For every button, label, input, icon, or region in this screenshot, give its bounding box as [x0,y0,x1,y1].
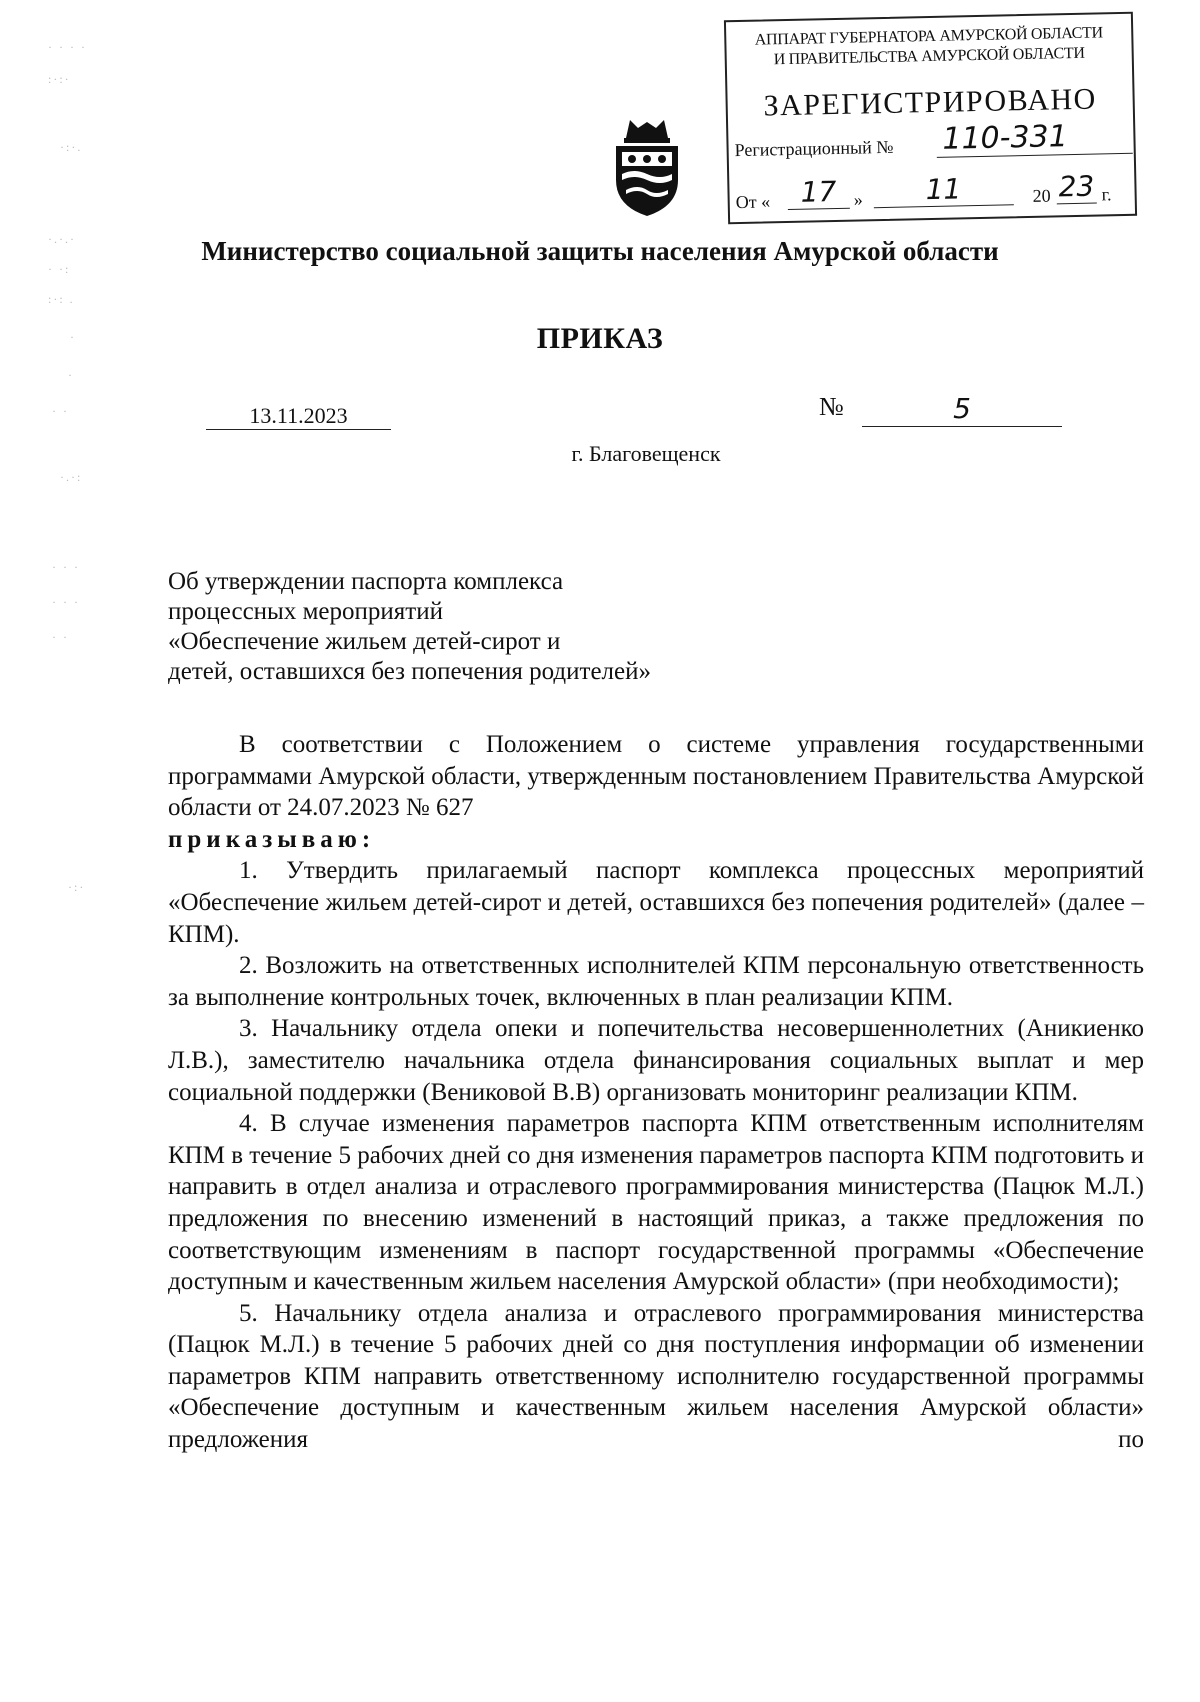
stamp-reg-number: 110-331 [936,118,1133,158]
order-body [168,729,1144,1456]
stamp-year-end: г. [1101,184,1112,205]
registration-stamp [724,12,1137,225]
stamp-month: 11 [873,171,1014,208]
order-item-3: 3. Начальнику отдела опеки и попечительства несовершеннолетних (Аникиенко Л.В.), заместителю начальника отдела финансирования социальных выплат и мер социальной поддержки (Вениковой В.В) организовать мониторинг реализации КПМ. [168,1015,1144,1106]
stamp-year-prefix: 20 [1032,185,1051,206]
stamp-day: 17 [787,175,850,210]
ministry-name: Министерство социальной защиты населения Амурской области [201,236,999,266]
order-date: 13.11.2023 [206,403,391,430]
preamble-paragraph: В соответствии с Положением о системе управления государственными программами Амурской области, утвержденным постановлением Правительства Амурской области от 24.07.2023 № 627 [168,731,1144,822]
order-word: приказываю: [168,825,376,853]
stamp-org-line2: И ПРАВИТЕЛЬСТВА АМУРСКОЙ ОБЛАСТИ [773,44,1085,69]
order-number: 5 [862,392,1062,427]
stamp-year-suffix: 23 [1056,170,1097,205]
stamp-from-label: От « [735,191,771,213]
order-number-label: № [819,392,844,421]
order-item-1: 1. Утвердить прилагаемый паспорт комплекса процессных мероприятий «Обеспечение жильем детей-сирот и детей, оставшихся без попечения родителей» (далее – КПМ). [168,857,1144,948]
order-item-5: 5. Начальнику отдела анализа и отраслевого программирования министерства (Пацюк М.Л.) в течение 5 рабочих дней со дня поступления информации об изменении параметров КПМ направить ответственному исполнителю государственной программы «Обеспечение доступным и качественным жильем населения Амурской области» предложения по [168,1299,1144,1454]
stamp-org-line1: АППАРАТ ГУБЕРНАТОРА АМУРСКОЙ ОБЛАСТИ [754,24,1103,49]
subject-line: процессных мероприятий [168,598,443,625]
document-type: ПРИКАЗ [536,322,664,355]
subject-line: «Обеспечение жильем детей-сирот и [168,628,561,655]
city: г. Благовещенск [571,441,721,466]
stamp-day-close: » [853,189,863,210]
subject-line: Об утверждении паспорта комплекса [168,568,564,595]
order-subject [168,567,651,687]
stamp-title: ЗАРЕГИСТРИРОВАНО [763,82,1098,123]
scan-noise: · · · · :·:· ·:·. ·.·.· · ·: :·: . · · · · ·.·: · · · · · · · · ·:· [48,40,87,894]
stamp-reg-label: Регистрационный № [734,136,894,161]
order-item-2: 2. Возложить на ответственных исполнителей КПМ персональную ответственность за выполнение контрольных точек, включенных в план реализации КПМ. [168,952,1144,1011]
subject-line: детей, оставшихся без попечения родителей» [168,658,651,685]
order-item-4: 4. В случае изменения параметров паспорта КПМ ответственным исполнителям КПМ в течение 5 рабочих дней со дня изменения параметров паспорта КПМ подготовить и направить в отдел анализа и отраслевого программирования министерства (Пацюк М.Л.) предложения по внесению изменений в настоящий приказ, а также предложения по соответствующим изменениям в паспорт государственной программы «Обеспечение доступным и качественным жильем населения Амурской области» (при необходимости); [168,1110,1144,1296]
coat-of-arms-icon [608,118,686,218]
